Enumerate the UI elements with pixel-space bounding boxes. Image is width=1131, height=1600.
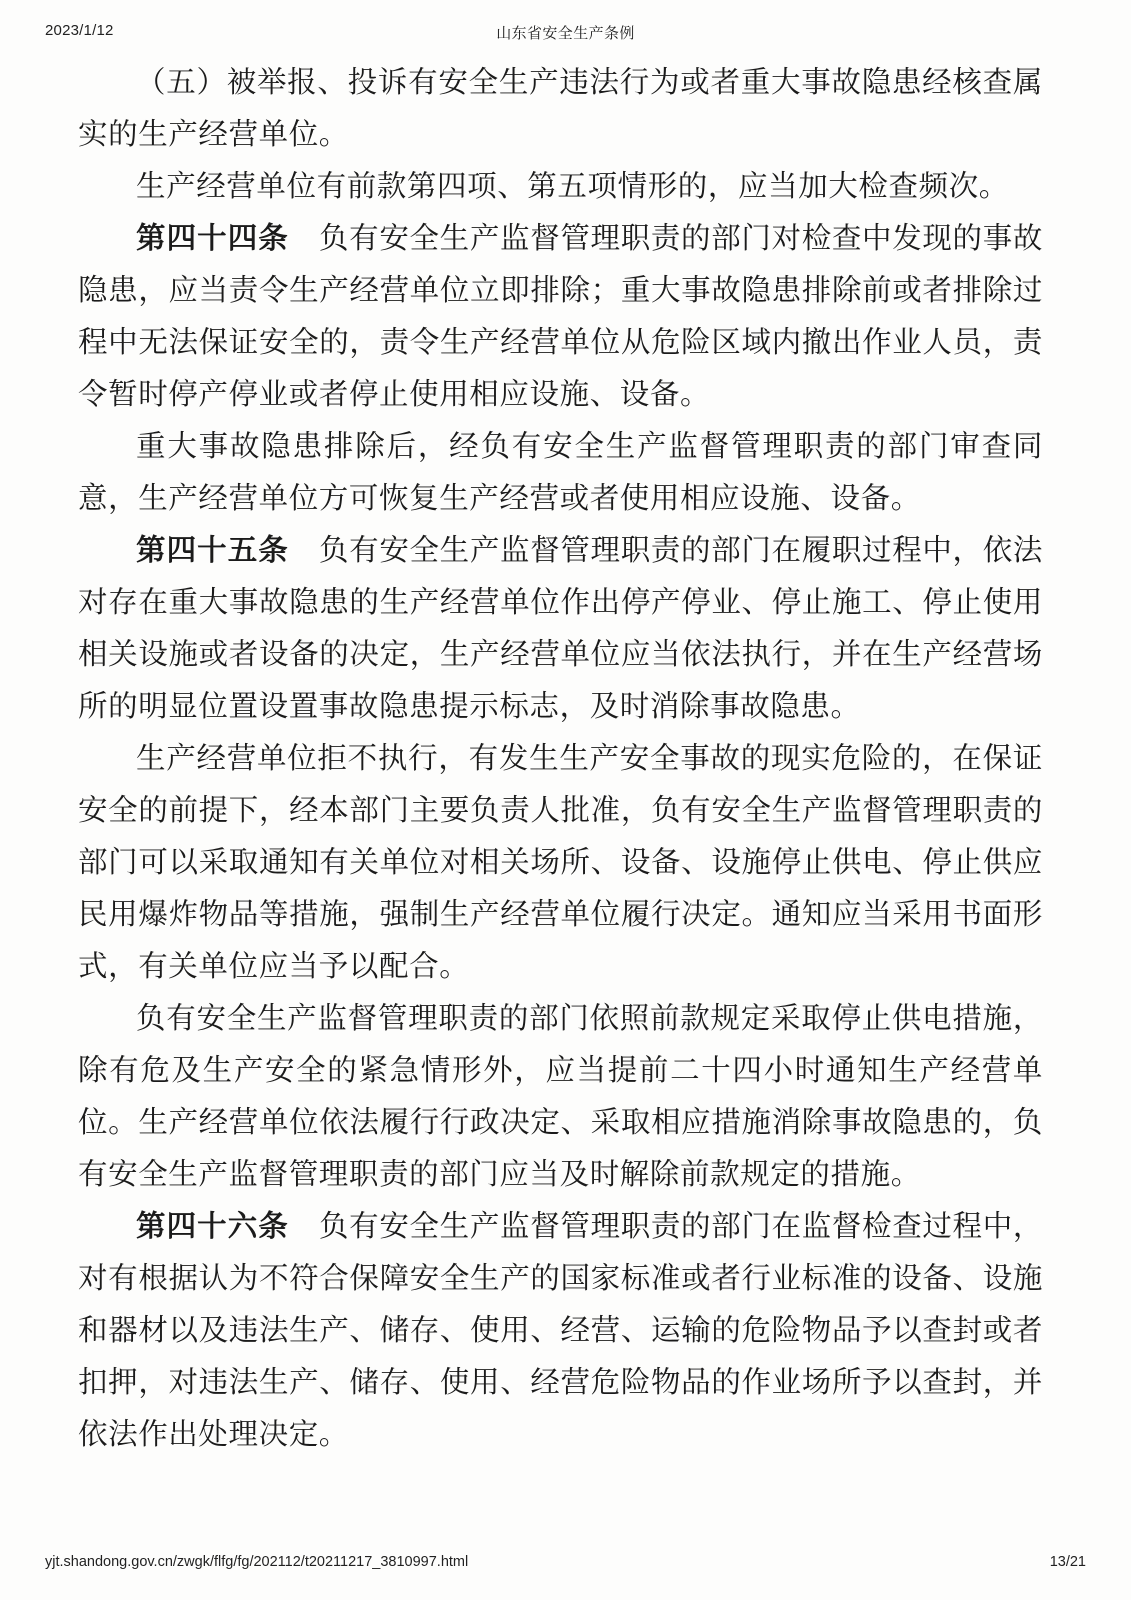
paragraph-article-45 — [78, 524, 1043, 732]
paragraph-article-46 — [78, 1200, 1043, 1460]
paragraph-article-44-2 — [78, 420, 1043, 524]
header-date: 2023/1/12 — [45, 22, 114, 39]
paragraph-text: 生产经营单位有前款第四项、第五项情形的，应当加大检查频次。 — [136, 169, 1009, 203]
paragraph-text: 负有安全生产监督管理职责的部门依照前款规定采取停止供电措施，除有危及生产安全的紧急情形外，应当提前二十四小时通知生产经营单位。生产经营单位依法履行行政决定、采取相应措施消除事故隐患的，负有安全生产监督管理职责的部门应当及时解除前款规定的措施。 — [78, 1001, 1043, 1191]
footer-page-number: 13/21 — [1049, 1554, 1086, 1570]
header-title: 山东省安全生产条例 — [496, 25, 635, 42]
paragraph-text: 重大事故隐患排除后，经负有安全生产监督管理职责的部门审查同意，生产经营单位方可恢复生产经营或者使用相应设施、设备。 — [78, 429, 1043, 515]
paragraph-article-45-3 — [78, 992, 1043, 1200]
document-body — [78, 56, 1043, 1460]
paragraph-text: 负有安全生产监督管理职责的部门对检查中发现的事故隐患，应当责令生产经营单位立即排除；重大事故隐患排除前或者排除过程中无法保证安全的，责令生产经营单位从危险区域内撤出作业人员，责令暂时停产停业或者停止使用相应设施、设备。 — [78, 221, 1043, 411]
paragraph-text: 负有安全生产监督管理职责的部门在履职过程中，依法对存在重大事故隐患的生产经营单位作出停产停业、停止施工、停止使用相关设施或者设备的决定，生产经营单位应当依法执行，并在生产经营场所的明显位置设置事故隐患提示标志，及时消除事故隐患。 — [78, 533, 1043, 723]
footer-source-url: yjt.shandong.gov.cn/zwgk/flfg/fg/202112/t20211217_3810997.html — [45, 1554, 469, 1570]
article-label-46: 第四十六条 — [136, 1208, 289, 1243]
article-label-45: 第四十五条 — [136, 532, 289, 567]
paragraph-item-five — [78, 56, 1043, 160]
page-footer — [0, 1554, 1131, 1574]
page-header — [0, 22, 1131, 44]
paragraph-text: 负有安全生产监督管理职责的部门在监督检查过程中，对有根据认为不符合保障安全生产的国家标准或者行业标准的设备、设施和器材以及违法生产、储存、使用、经营、运输的危险物品予以查封或者扣押，对违法生产、储存、使用、经营危险物品的作业场所予以查封，并依法作出处理决定。 — [78, 1209, 1043, 1451]
article-label-44: 第四十四条 — [136, 220, 289, 255]
paragraph-inspection-frequency — [78, 160, 1043, 212]
paragraph-text: 生产经营单位拒不执行，有发生生产安全事故的现实危险的，在保证安全的前提下，经本部门主要负责人批准，负有安全生产监督管理职责的部门可以采取通知有关单位对相关场所、设备、设施停止供电、停止供应民用爆炸物品等措施，强制生产经营单位履行决定。通知应当采用书面形式，有关单位应当予以配合。 — [78, 741, 1043, 983]
paragraph-article-45-2 — [78, 732, 1043, 992]
paragraph-article-44 — [78, 212, 1043, 420]
paragraph-text: （五）被举报、投诉有安全生产违法行为或者重大事故隐患经核查属实的生产经营单位。 — [78, 65, 1043, 151]
